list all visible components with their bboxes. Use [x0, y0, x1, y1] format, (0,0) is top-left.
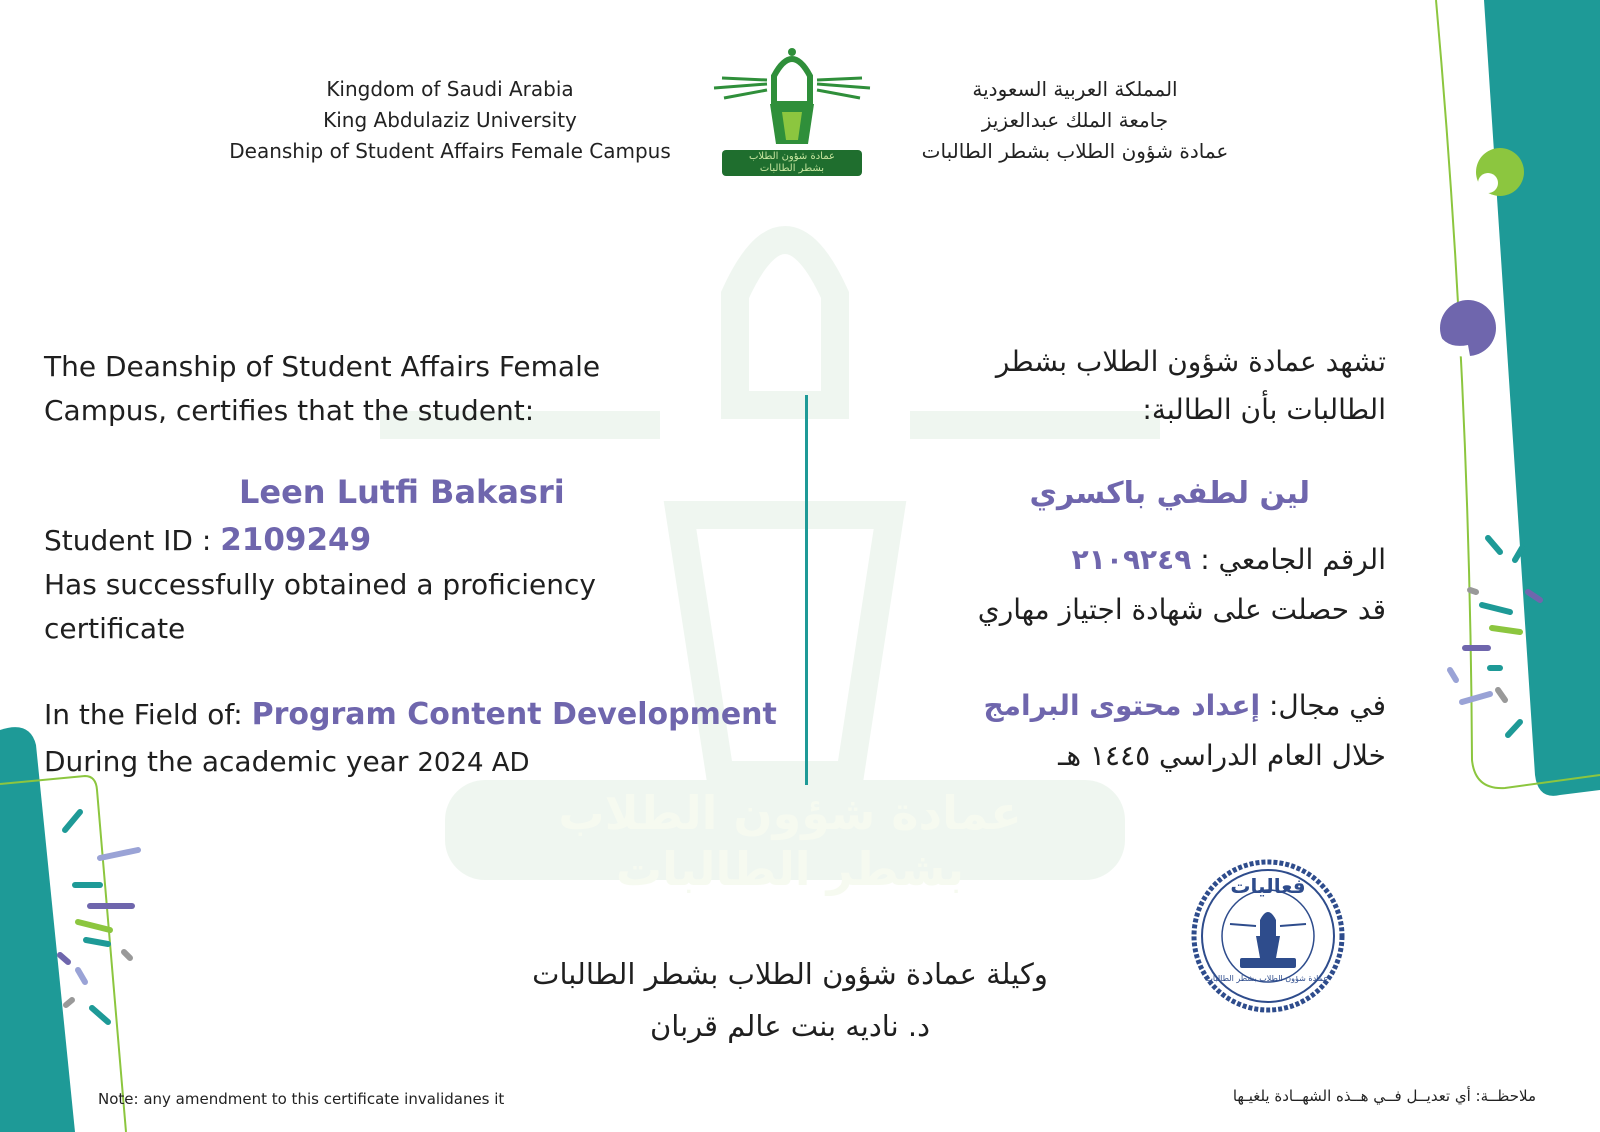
header-arabic [880, 74, 1270, 167]
university-logo [712, 44, 872, 176]
ar-intro-line-1: تشهد عمادة شؤون الطلاب بشطر [995, 345, 1386, 378]
header-en-line-1: Kingdom of Saudi Arabia [326, 77, 574, 101]
signature-name: د. ناديه بنت عالم قربان [649, 1009, 931, 1043]
en-field-value: Program Content Development [251, 697, 777, 732]
en-obtained-line-1: Has successfully obtained a proficiency [44, 568, 596, 601]
en-intro-line-2: Campus, certifies that the student: [44, 394, 535, 427]
signature-title: وكيلة عمادة شؤون الطلاب بشطر الطالبات [532, 957, 1048, 991]
watermark-text [440, 785, 1140, 897]
en-field-label: In the Field of: [44, 698, 243, 731]
activities-seal [1190, 858, 1346, 1014]
header-english [190, 74, 710, 167]
ar-student-name: لين لطفي باكسري [1029, 476, 1310, 511]
ar-obtained: قد حصلت على شهادة اجتياز مهاري [977, 593, 1386, 626]
en-student-id-value: 2109249 [220, 522, 372, 558]
signature-block [470, 948, 1110, 1052]
header-ar-line-2: جامعة الملك عبدالعزيز [981, 108, 1169, 132]
ar-year-line: خلال العام الدراسي ١٤٤٥ هـ [1058, 739, 1386, 772]
header-en-line-2: King Abdulaziz University [323, 108, 577, 132]
en-student-name: Leen Lutfi Bakasri [239, 473, 565, 511]
watermark-line-2: بشطر الطالبات [615, 842, 965, 896]
en-year-value: 2024 AD [417, 748, 530, 778]
en-student-id-label: Student ID : [44, 524, 212, 557]
en-field-row [44, 693, 777, 737]
en-year-label: During the academic year [44, 745, 409, 778]
logo-caption [722, 150, 862, 175]
en-year-row [44, 740, 530, 785]
ar-field-row [983, 684, 1386, 728]
ar-student-id-value: ٢١٠٩٢٤٩ [1071, 543, 1192, 576]
logo-caption-line-1: عمادة شؤون الطلاب [749, 151, 835, 162]
center-divider [805, 395, 808, 785]
logo-caption-line-2: بشطر الطالبات [759, 163, 825, 174]
seal-top-text: فعاليات [1230, 874, 1306, 898]
watermark [380, 195, 1160, 915]
header-ar-line-1: المملكة العربية السعودية [972, 77, 1178, 101]
note-arabic: ملاحظــة: أي تعديــل فــي هــذه الشهــادة يلغيـها [1232, 1087, 1536, 1105]
en-student-id-row [44, 518, 371, 563]
ar-field-value: إعداد محتوى البرامج [983, 689, 1261, 722]
watermark-line-1: عمادة شؤون الطلاب [558, 786, 1022, 840]
ar-student-id-label: الرقم الجامعي : [1200, 543, 1386, 576]
ar-intro-line-2: الطالبات بأن الطالبة: [1142, 393, 1386, 426]
seal-ring-text: عمادة شؤون الطلاب بشطر الطالبات [1205, 974, 1328, 983]
note-english: Note: any amendment to this certificate invalidanes it [98, 1090, 505, 1108]
header-ar-line-3: عمادة شؤون الطلاب بشطر الطالبات [921, 139, 1229, 163]
ar-student-id-row [1072, 538, 1386, 582]
header-en-line-3: Deanship of Student Affairs Female Campus [229, 139, 671, 163]
ar-field-label: في مجال: [1268, 689, 1386, 722]
en-obtained-line-2: certificate [44, 612, 186, 645]
en-intro-line-1: The Deanship of Student Affairs Female [44, 350, 601, 383]
